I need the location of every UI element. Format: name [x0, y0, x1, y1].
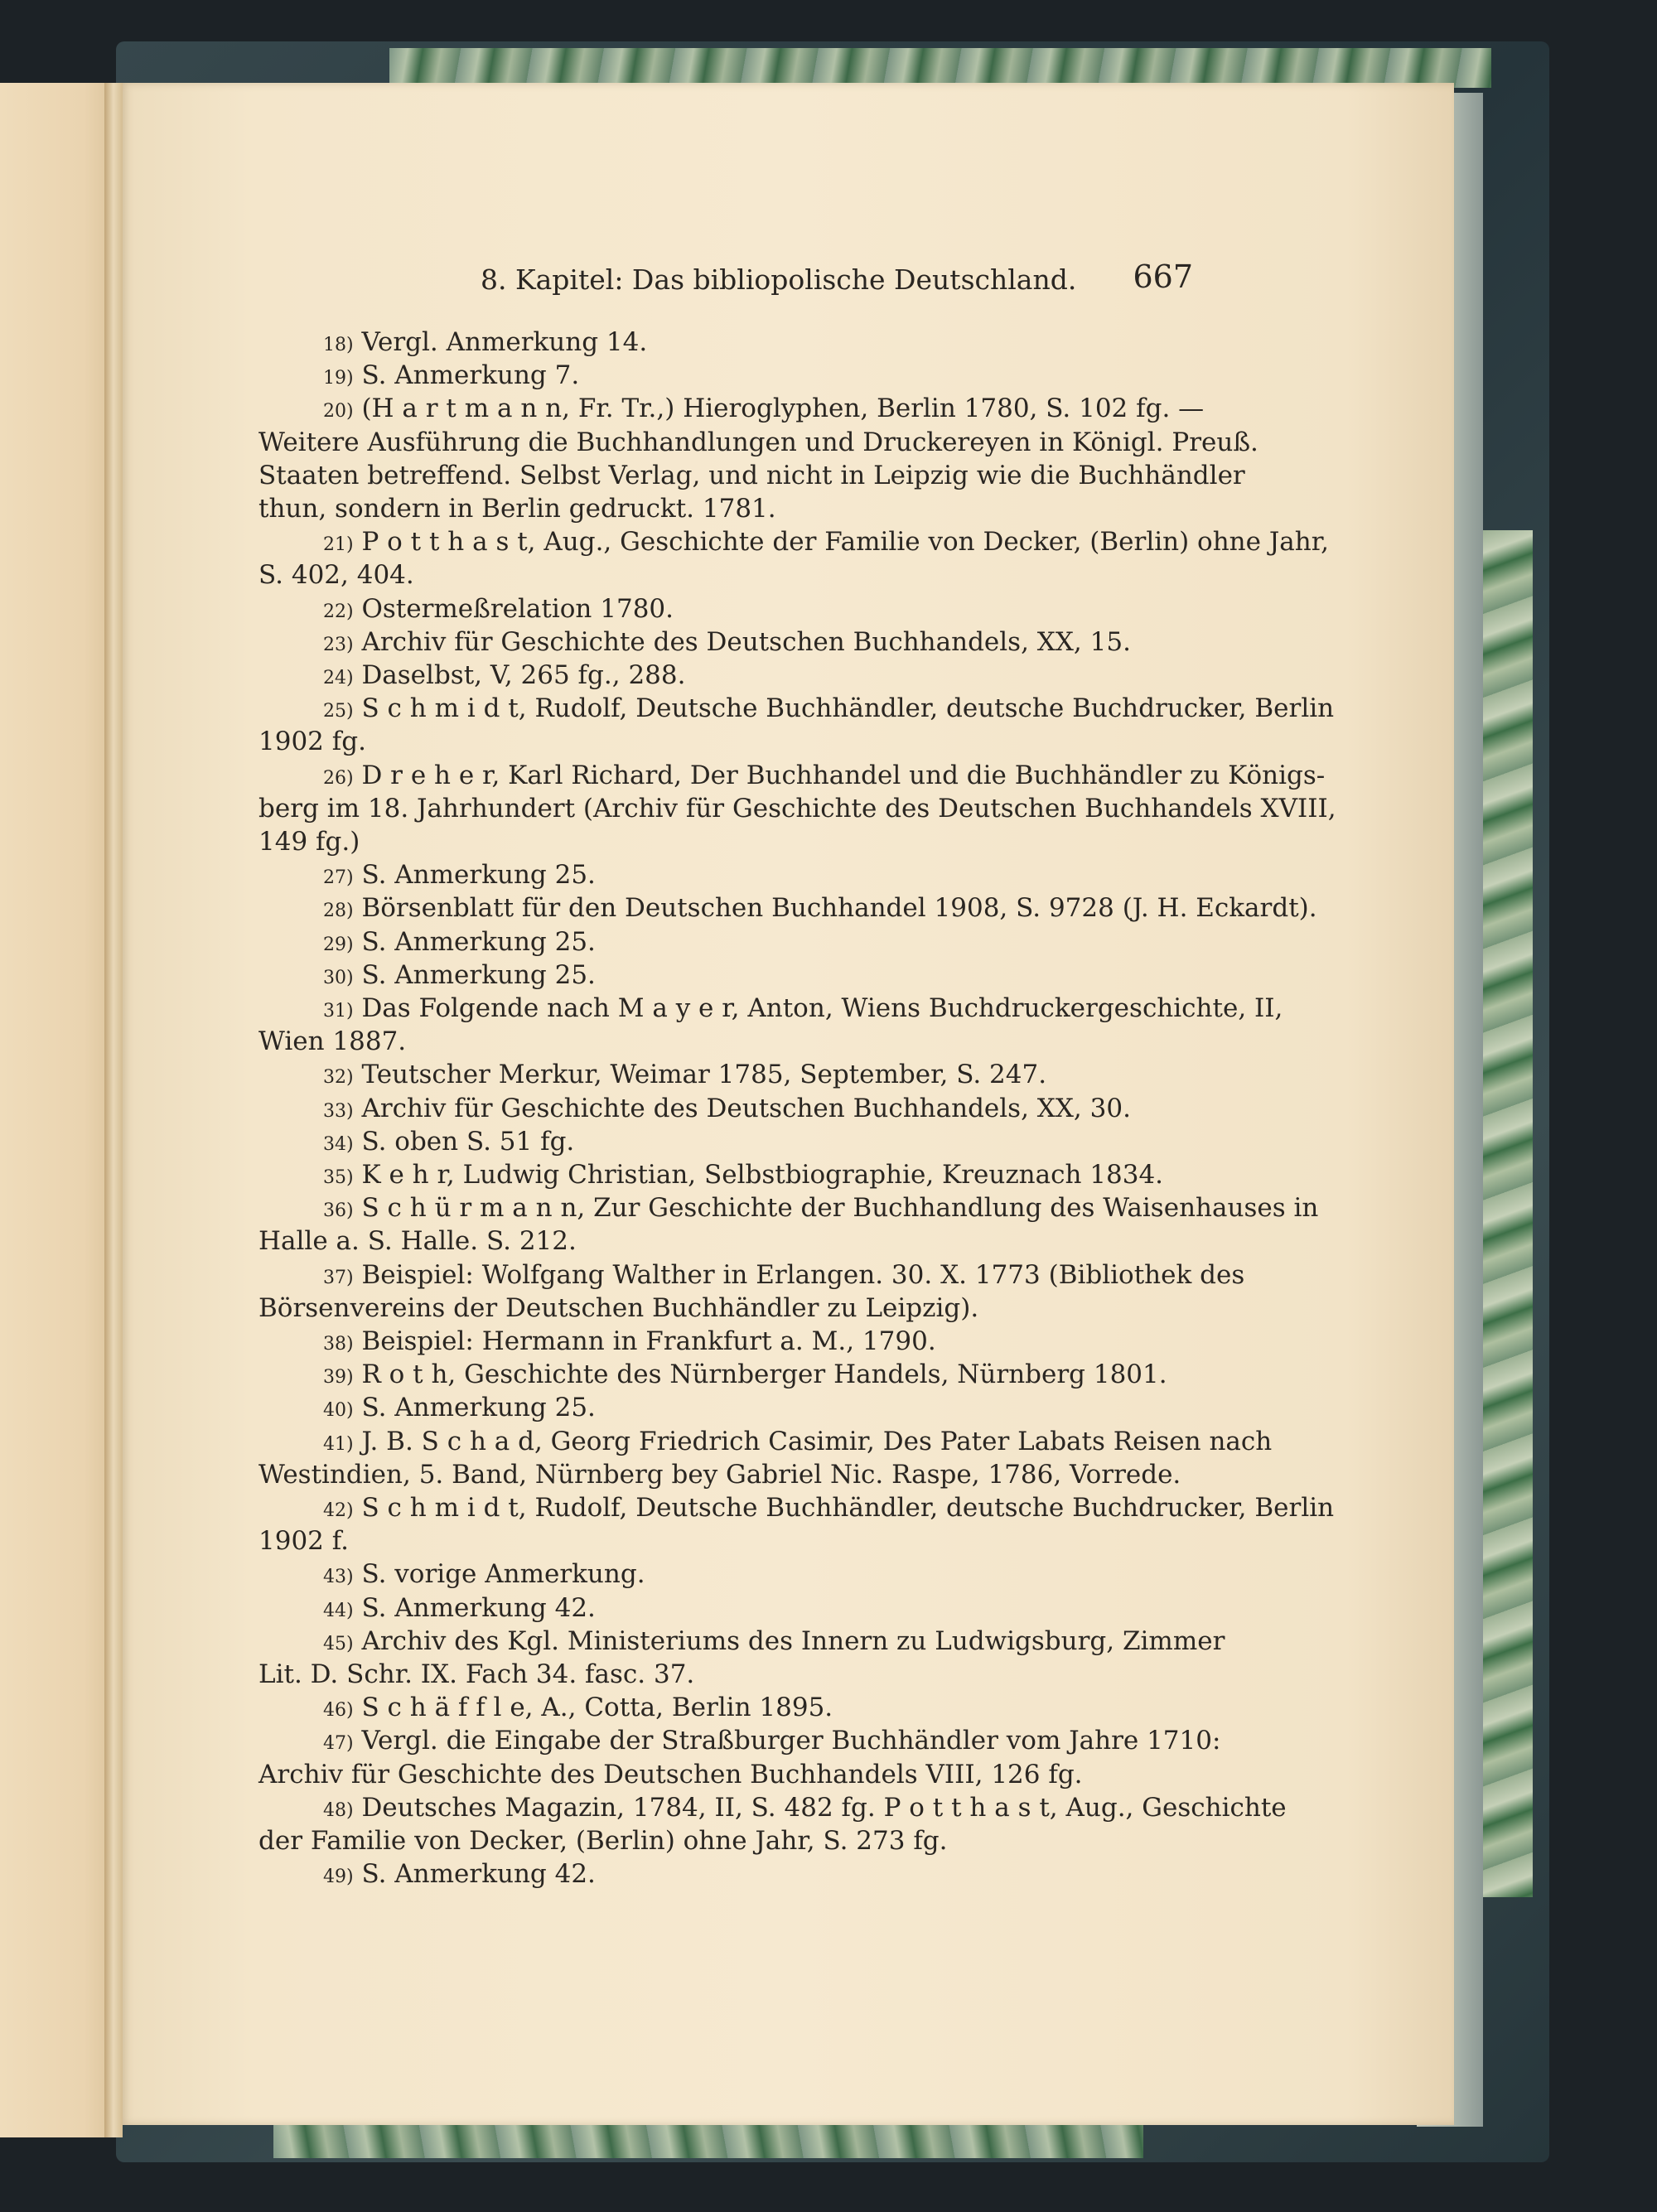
- footnote-line: [323, 359, 1188, 395]
- footnote-number: 37): [323, 1267, 354, 1288]
- footnote-number: 23): [323, 634, 354, 655]
- footnote-text: K e h r, Ludwig Christian, Selbstbiographie, Kreuznach 1834.: [361, 1160, 1164, 1190]
- footnote-line: [323, 1491, 1335, 1528]
- footnote-number: 35): [323, 1167, 354, 1188]
- footnote-number: 32): [323, 1067, 354, 1089]
- marbled-edge-top: [389, 48, 1491, 88]
- footnote-line: [323, 959, 1188, 995]
- footnote-text: 1902 fg.: [258, 727, 366, 757]
- footnote-line: [323, 592, 1188, 629]
- footnote-continuation-line: [258, 558, 1188, 592]
- footnote-line: [323, 1058, 1188, 1094]
- footnote-continuation-line: [258, 1658, 1188, 1691]
- footnote-number: 36): [323, 1200, 354, 1222]
- footnote-continuation-line: [258, 1458, 1188, 1491]
- footnote-line: [323, 1325, 1188, 1361]
- footnote-continuation-line: [258, 792, 1336, 825]
- footnote-line: [323, 392, 1205, 428]
- footnote-line: [323, 1391, 1188, 1427]
- footnote-line: [323, 1558, 1188, 1594]
- footnote-text: Archiv für Geschichte des Deutschen Buchhandels, XX, 30.: [361, 1093, 1131, 1123]
- footnote-text: S. Anmerkung 42.: [361, 1592, 596, 1623]
- footnote-continuation-line: [258, 725, 1188, 758]
- footnote-line: [323, 992, 1283, 1028]
- footnote-number: 25): [323, 701, 354, 722]
- footnote-number: 33): [323, 1100, 354, 1122]
- footnote-number: 43): [323, 1567, 354, 1588]
- footnote-continuation-line: [258, 1025, 1188, 1058]
- footnote-continuation-line: [258, 1524, 1188, 1558]
- footnote-number: 26): [323, 767, 354, 789]
- footnote-number: 40): [323, 1400, 354, 1422]
- footnote-text: P o t t h a s t, Aug., Geschichte der Familie von Decker, (Berlin) ohne Jahr,: [361, 527, 1329, 558]
- footnote-text: Staaten betreffend. Selbst Verlag, und nicht in Leipzig wie die Buchhändler: [258, 460, 1245, 490]
- footnote-continuation-line: [258, 1224, 1188, 1258]
- footnote-line: [323, 1258, 1245, 1295]
- footnote-number: 42): [323, 1500, 354, 1521]
- footnote-number: 27): [323, 867, 354, 889]
- footnote-text: S. oben S. 51 fg.: [361, 1126, 575, 1157]
- book-spine: [104, 83, 123, 2137]
- footnote-number: 30): [323, 967, 354, 988]
- footnote-text: Deutsches Magazin, 1784, II, S. 482 fg. P o t t h a s t, Aug., Geschichte: [361, 1792, 1287, 1823]
- footnote-number: 18): [323, 335, 354, 355]
- footnote-text: Das Folgende nach M a y e r, Anton, Wiens Buchdruckergeschichte, II,: [361, 993, 1283, 1023]
- footnote-text: Vergl. die Eingabe der Straßburger Buchhändler vom Jahre 1710:: [361, 1726, 1221, 1756]
- running-header: 8. Kapitel: Das bibliopolische Deutschland.: [481, 263, 1077, 296]
- footnote-line: [323, 1724, 1221, 1760]
- footnote-text: S c h ä f f l e, A., Cotta, Berlin 1895.: [361, 1693, 833, 1723]
- footnote-number: 24): [323, 668, 354, 688]
- footnote-text: Ostermeßrelation 1780.: [361, 593, 674, 624]
- footnote-number: 34): [323, 1133, 354, 1155]
- footnote-line: [323, 925, 1188, 962]
- footnote-line: [323, 1158, 1188, 1195]
- footnote-text: Börsenblatt für den Deutschen Buchhandel 1908, S. 9728 (J. H. Eckardt).: [361, 893, 1317, 924]
- footnote-text: S. vorige Anmerkung.: [361, 1559, 645, 1590]
- footnote-line: [323, 692, 1335, 728]
- footnote-text: berg im 18. Jahrhundert (Archiv für Geschichte des Deutschen Buchhandels XVIII,: [258, 793, 1336, 823]
- footnote-line: [323, 1191, 1319, 1228]
- footnote-number: 21): [323, 534, 354, 556]
- footnote-text: 149 fg.): [258, 827, 360, 857]
- footnote-text: S c h m i d t, Rudolf, Deutsche Buchhändler, deutsche Buchdrucker, Berlin: [361, 693, 1335, 724]
- footnote-text: Vergl. Anmerkung 14.: [361, 327, 648, 357]
- footnote-text: Wien 1887.: [258, 1026, 407, 1057]
- footnote-continuation-line: [258, 1824, 1188, 1857]
- footnote-number: 20): [323, 401, 354, 423]
- footnote-text: Halle a. S. Halle. S. 212.: [258, 1226, 577, 1257]
- footnote-text: Archiv für Geschichte des Deutschen Buchhandels, XX, 15.: [361, 626, 1131, 657]
- footnote-text: Lit. D. Schr. IX. Fach 34. fasc. 37.: [258, 1659, 695, 1689]
- footnote-line: [323, 858, 1188, 895]
- footnote-text: S. Anmerkung 25.: [361, 959, 596, 990]
- footnote-number: 49): [323, 1867, 354, 1888]
- footnote-line: [323, 759, 1326, 795]
- footnote-number: 46): [323, 1700, 354, 1722]
- footnote-text: Westindien, 5. Band, Nürnberg bey Gabriel Nic. Raspe, 1786, Vorrede.: [258, 1459, 1181, 1490]
- footnote-continuation-line: [258, 1292, 1188, 1325]
- footnote-line: [323, 891, 1317, 928]
- footnote-line: [323, 1591, 1188, 1628]
- footnote-continuation-line: [258, 492, 1188, 525]
- footnote-number: 22): [323, 601, 354, 622]
- footnote-line: [323, 1625, 1225, 1661]
- footnote-number: 44): [323, 1600, 354, 1621]
- footnote-text: S. Anmerkung 25.: [361, 860, 596, 891]
- footnote-number: 28): [323, 901, 354, 922]
- footnote-text: S. Anmerkung 25.: [361, 1393, 596, 1423]
- footnote-text: thun, sondern in Berlin gedruckt. 1781.: [258, 494, 776, 524]
- footnote-line: [323, 525, 1329, 562]
- footnote-number: 29): [323, 934, 354, 955]
- footnote-line: [323, 1092, 1188, 1128]
- footnote-text: Beispiel: Wolfgang Walther in Erlangen. 30. X. 1773 (Bibliothek des: [361, 1259, 1245, 1290]
- footnote-text: Teutscher Merkur, Weimar 1785, September, S. 247.: [361, 1060, 1047, 1090]
- footnote-continuation-line: [258, 1758, 1188, 1791]
- footnote-text: S. 402, 404.: [258, 560, 414, 591]
- footnote-line: [323, 326, 1188, 362]
- footnote-line: [323, 1857, 1188, 1894]
- footnote-line: [323, 1691, 1188, 1727]
- footnote-number: 31): [323, 1001, 354, 1021]
- footnote-text: Daselbst, V, 265 fg., 288.: [361, 660, 686, 690]
- footnote-text: 1902 f.: [258, 1526, 349, 1557]
- footnote-number: 39): [323, 1367, 354, 1389]
- footnote-line: [323, 625, 1188, 662]
- footnote-number: 45): [323, 1633, 354, 1654]
- footnote-number: 38): [323, 1334, 354, 1355]
- footnote-text: der Familie von Decker, (Berlin) ohne Jahr, S. 273 fg.: [258, 1826, 948, 1856]
- footnote-line: [323, 659, 1188, 695]
- footnote-number: 48): [323, 1799, 354, 1821]
- footnote-continuation-line: [258, 426, 1258, 459]
- footnote-text: D r e h e r, Karl Richard, Der Buchhandel und die Buchhändler zu Königs-: [361, 760, 1326, 790]
- footnote-text: S c h m i d t, Rudolf, Deutsche Buchhändler, deutsche Buchdrucker, Berlin: [361, 1493, 1335, 1523]
- footnote-number: 41): [323, 1433, 354, 1455]
- footnote-text: Weitere Ausführung die Buchhandlungen und Druckereyen in Königl. Preuß.: [258, 427, 1258, 457]
- footnote-text: Archiv des Kgl. Ministeriums des Innern zu Ludwigsburg, Zimmer: [361, 1625, 1225, 1656]
- left-page-edge: [0, 83, 120, 2137]
- page-number: 667: [1133, 258, 1193, 295]
- footnote-continuation-line: [258, 825, 1188, 858]
- footnote-text: S. Anmerkung 25.: [361, 926, 596, 957]
- footnote-number: 19): [323, 368, 354, 389]
- footnote-continuation-line: [258, 459, 1245, 492]
- footnote-text: R o t h, Geschichte des Nürnberger Handels, Nürnberg 1801.: [361, 1360, 1167, 1390]
- footnote-text: Beispiel: Hermann in Frankfurt a. M., 1790.: [361, 1326, 936, 1356]
- footnote-line: [323, 1791, 1287, 1828]
- footnote-text: Börsenvereins der Deutschen Buchhändler zu Leipzig).: [258, 1292, 979, 1323]
- marbled-edge-right: [1483, 530, 1533, 1897]
- footnote-text: (H a r t m a n n, Fr. Tr.,) Hieroglyphen, Berlin 1780, S. 102 fg. —: [361, 394, 1205, 424]
- footnote-text: S c h ü r m a n n, Zur Geschichte der Buchhandlung des Waisenhauses in: [361, 1193, 1319, 1224]
- footnote-text: S. Anmerkung 42.: [361, 1859, 596, 1890]
- marbled-edge-bottom: [273, 2125, 1143, 2158]
- footnote-line: [323, 1125, 1188, 1162]
- footnote-number: 47): [323, 1733, 354, 1755]
- footnote-text: S. Anmerkung 7.: [361, 360, 580, 391]
- footnote-text: J. B. S c h a d, Georg Friedrich Casimir, Des Pater Labats Reisen nach: [361, 1426, 1273, 1456]
- footnote-line: [323, 1358, 1188, 1394]
- footnote-line: [323, 1425, 1273, 1461]
- footnote-text: Archiv für Geschichte des Deutschen Buchhandels VIII, 126 fg.: [258, 1759, 1083, 1789]
